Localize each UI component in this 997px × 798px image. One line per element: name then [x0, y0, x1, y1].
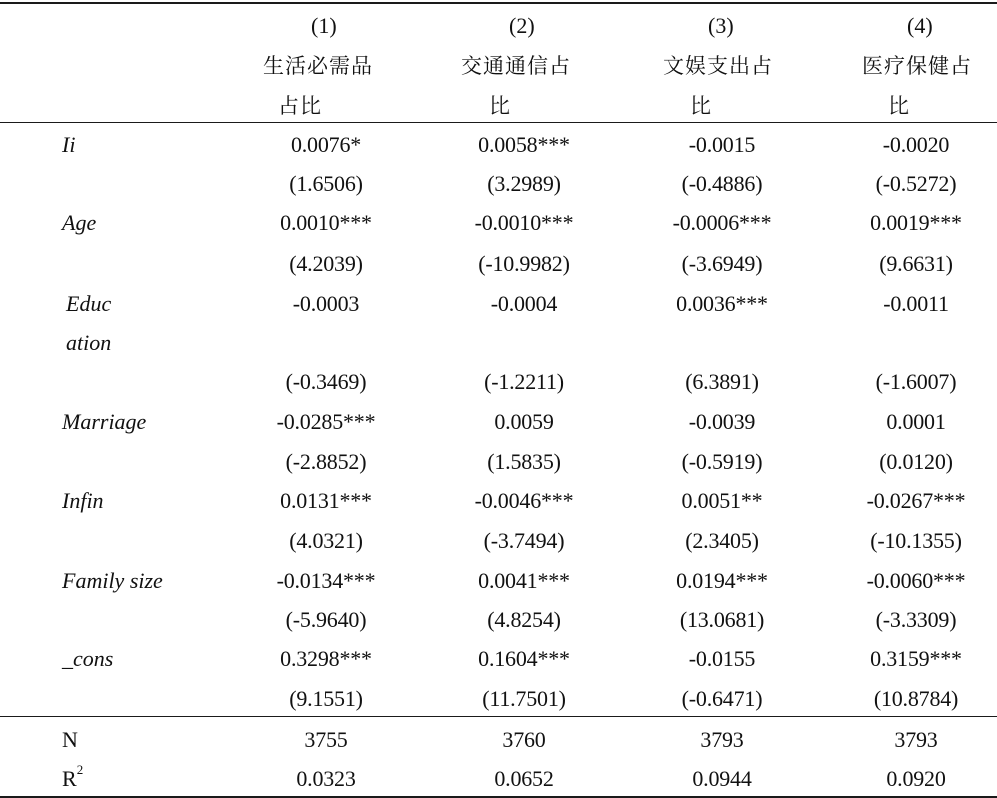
tstat-ii-3: (-0.4886): [681, 171, 763, 196]
tstat-age-4: (9.6631): [879, 251, 953, 276]
tstat-cons-2: (11.7501): [482, 686, 566, 711]
coef-age-3: -0.0006***: [672, 210, 772, 235]
tstat-education-1: (-0.3469): [285, 369, 367, 394]
tstat-family-size-1: (-5.9640): [285, 607, 367, 632]
col-number-2: (2): [509, 13, 535, 38]
col-title-3: 文娱支出占: [663, 54, 773, 78]
col-title-1-line2: 占比: [278, 94, 322, 118]
tstat-ii-4: (-0.5272): [875, 171, 957, 196]
coef-cons-4: 0.3159***: [870, 646, 962, 671]
coef-infin-1: 0.0131***: [280, 488, 372, 513]
var-label-infin: Infin: [62, 488, 104, 513]
var-label-family-size: Family size: [62, 568, 163, 593]
n-value-2: 3760: [502, 727, 546, 752]
coef-cons-3: -0.0155: [688, 646, 756, 671]
coef-infin-4: -0.0267***: [866, 488, 966, 513]
coef-ii-2: 0.0058***: [478, 132, 570, 157]
var-label-ii: Ii: [62, 132, 76, 157]
tstat-marriage-2: (1.5835): [487, 449, 561, 474]
footer-rule: [0, 716, 997, 717]
n-value-4: 3793: [894, 727, 938, 752]
coef-marriage-3: -0.0039: [688, 409, 756, 434]
tstat-education-2: (-1.2211): [484, 369, 564, 394]
n-value-3: 3793: [700, 727, 744, 752]
coef-infin-3: 0.0051**: [681, 488, 763, 513]
var-label-cons: _cons: [62, 646, 114, 671]
tstat-marriage-3: (-0.5919): [681, 449, 763, 474]
coef-ii-3: -0.0015: [688, 132, 756, 157]
coef-marriage-2: 0.0059: [494, 409, 554, 434]
tstat-family-size-3: (13.0681): [679, 607, 765, 632]
col-title-4-line2: 比: [888, 94, 910, 118]
coef-ii-4: -0.0020: [882, 132, 950, 157]
tstat-family-size-4: (-3.3309): [875, 607, 957, 632]
tstat-marriage-1: (-2.8852): [285, 449, 367, 474]
coef-education-3: 0.0036***: [676, 291, 768, 316]
var-label-marriage: Marriage: [62, 409, 147, 434]
r2-label: [62, 761, 84, 791]
col-number-3: (3): [708, 13, 734, 38]
tstat-age-2: (-10.9982): [478, 251, 570, 276]
coef-marriage-4: 0.0001: [886, 409, 946, 434]
n-label: N: [62, 727, 78, 752]
col-title-3-line2: 比: [690, 94, 712, 118]
tstat-education-4: (-1.6007): [875, 369, 957, 394]
coef-cons-2: 0.1604***: [478, 646, 570, 671]
tstat-ii-1: (1.6506): [289, 171, 363, 196]
coef-infin-2: -0.0046***: [474, 488, 574, 513]
tstat-infin-1: (4.0321): [289, 528, 363, 553]
tstat-age-3: (-3.6949): [681, 251, 763, 276]
coef-family-size-4: -0.0060***: [866, 568, 966, 593]
col-title-2-line2: 比: [489, 94, 511, 118]
r2-label-superscript: 2: [76, 761, 84, 777]
var-label-age: Age: [62, 210, 97, 235]
tstat-cons-4: (10.8784): [873, 686, 959, 711]
coef-education-4: -0.0011: [883, 291, 949, 316]
tstat-marriage-4: (0.0120): [879, 449, 953, 474]
coef-age-2: -0.0010***: [474, 210, 574, 235]
coef-family-size-3: 0.0194***: [676, 568, 768, 593]
col-number-4: (4): [907, 13, 933, 38]
header-rule: [0, 122, 997, 123]
coef-family-size-2: 0.0041***: [478, 568, 570, 593]
r2-value-2: 0.0652: [494, 766, 554, 791]
r2-label-base: R: [62, 766, 77, 791]
col-title-2: 交通通信占: [461, 54, 571, 78]
tstat-age-1: (4.2039): [289, 251, 363, 276]
coef-marriage-1: -0.0285***: [276, 409, 376, 434]
n-value-1: 3755: [304, 727, 348, 752]
col-title-1: 生活必需品: [263, 54, 373, 78]
tstat-infin-2: (-3.7494): [483, 528, 565, 553]
tstat-cons-1: (9.1551): [289, 686, 363, 711]
tstat-education-3: (6.3891): [685, 369, 759, 394]
coef-cons-1: 0.3298***: [280, 646, 372, 671]
coef-age-4: 0.0019***: [870, 210, 962, 235]
var-label-education-line2: ation: [66, 330, 112, 355]
top-rule: [0, 2, 997, 4]
coef-age-1: 0.0010***: [280, 210, 372, 235]
r2-value-1: 0.0323: [296, 766, 356, 791]
tstat-infin-3: (2.3405): [685, 528, 759, 553]
col-title-4: 医疗保健占: [862, 54, 972, 78]
r2-value-3: 0.0944: [692, 766, 752, 791]
coef-family-size-1: -0.0134***: [276, 568, 376, 593]
coef-education-1: -0.0003: [292, 291, 360, 316]
tstat-ii-2: (3.2989): [487, 171, 561, 196]
r2-value-4: 0.0920: [886, 766, 946, 791]
tstat-family-size-2: (4.8254): [487, 607, 561, 632]
coef-education-2: -0.0004: [490, 291, 558, 316]
tstat-cons-3: (-0.6471): [681, 686, 763, 711]
var-label-education: Educ: [66, 291, 112, 316]
coef-ii-1: 0.0076*: [290, 132, 362, 157]
col-number-1: (1): [311, 13, 337, 38]
tstat-infin-4: (-10.1355): [870, 528, 962, 553]
